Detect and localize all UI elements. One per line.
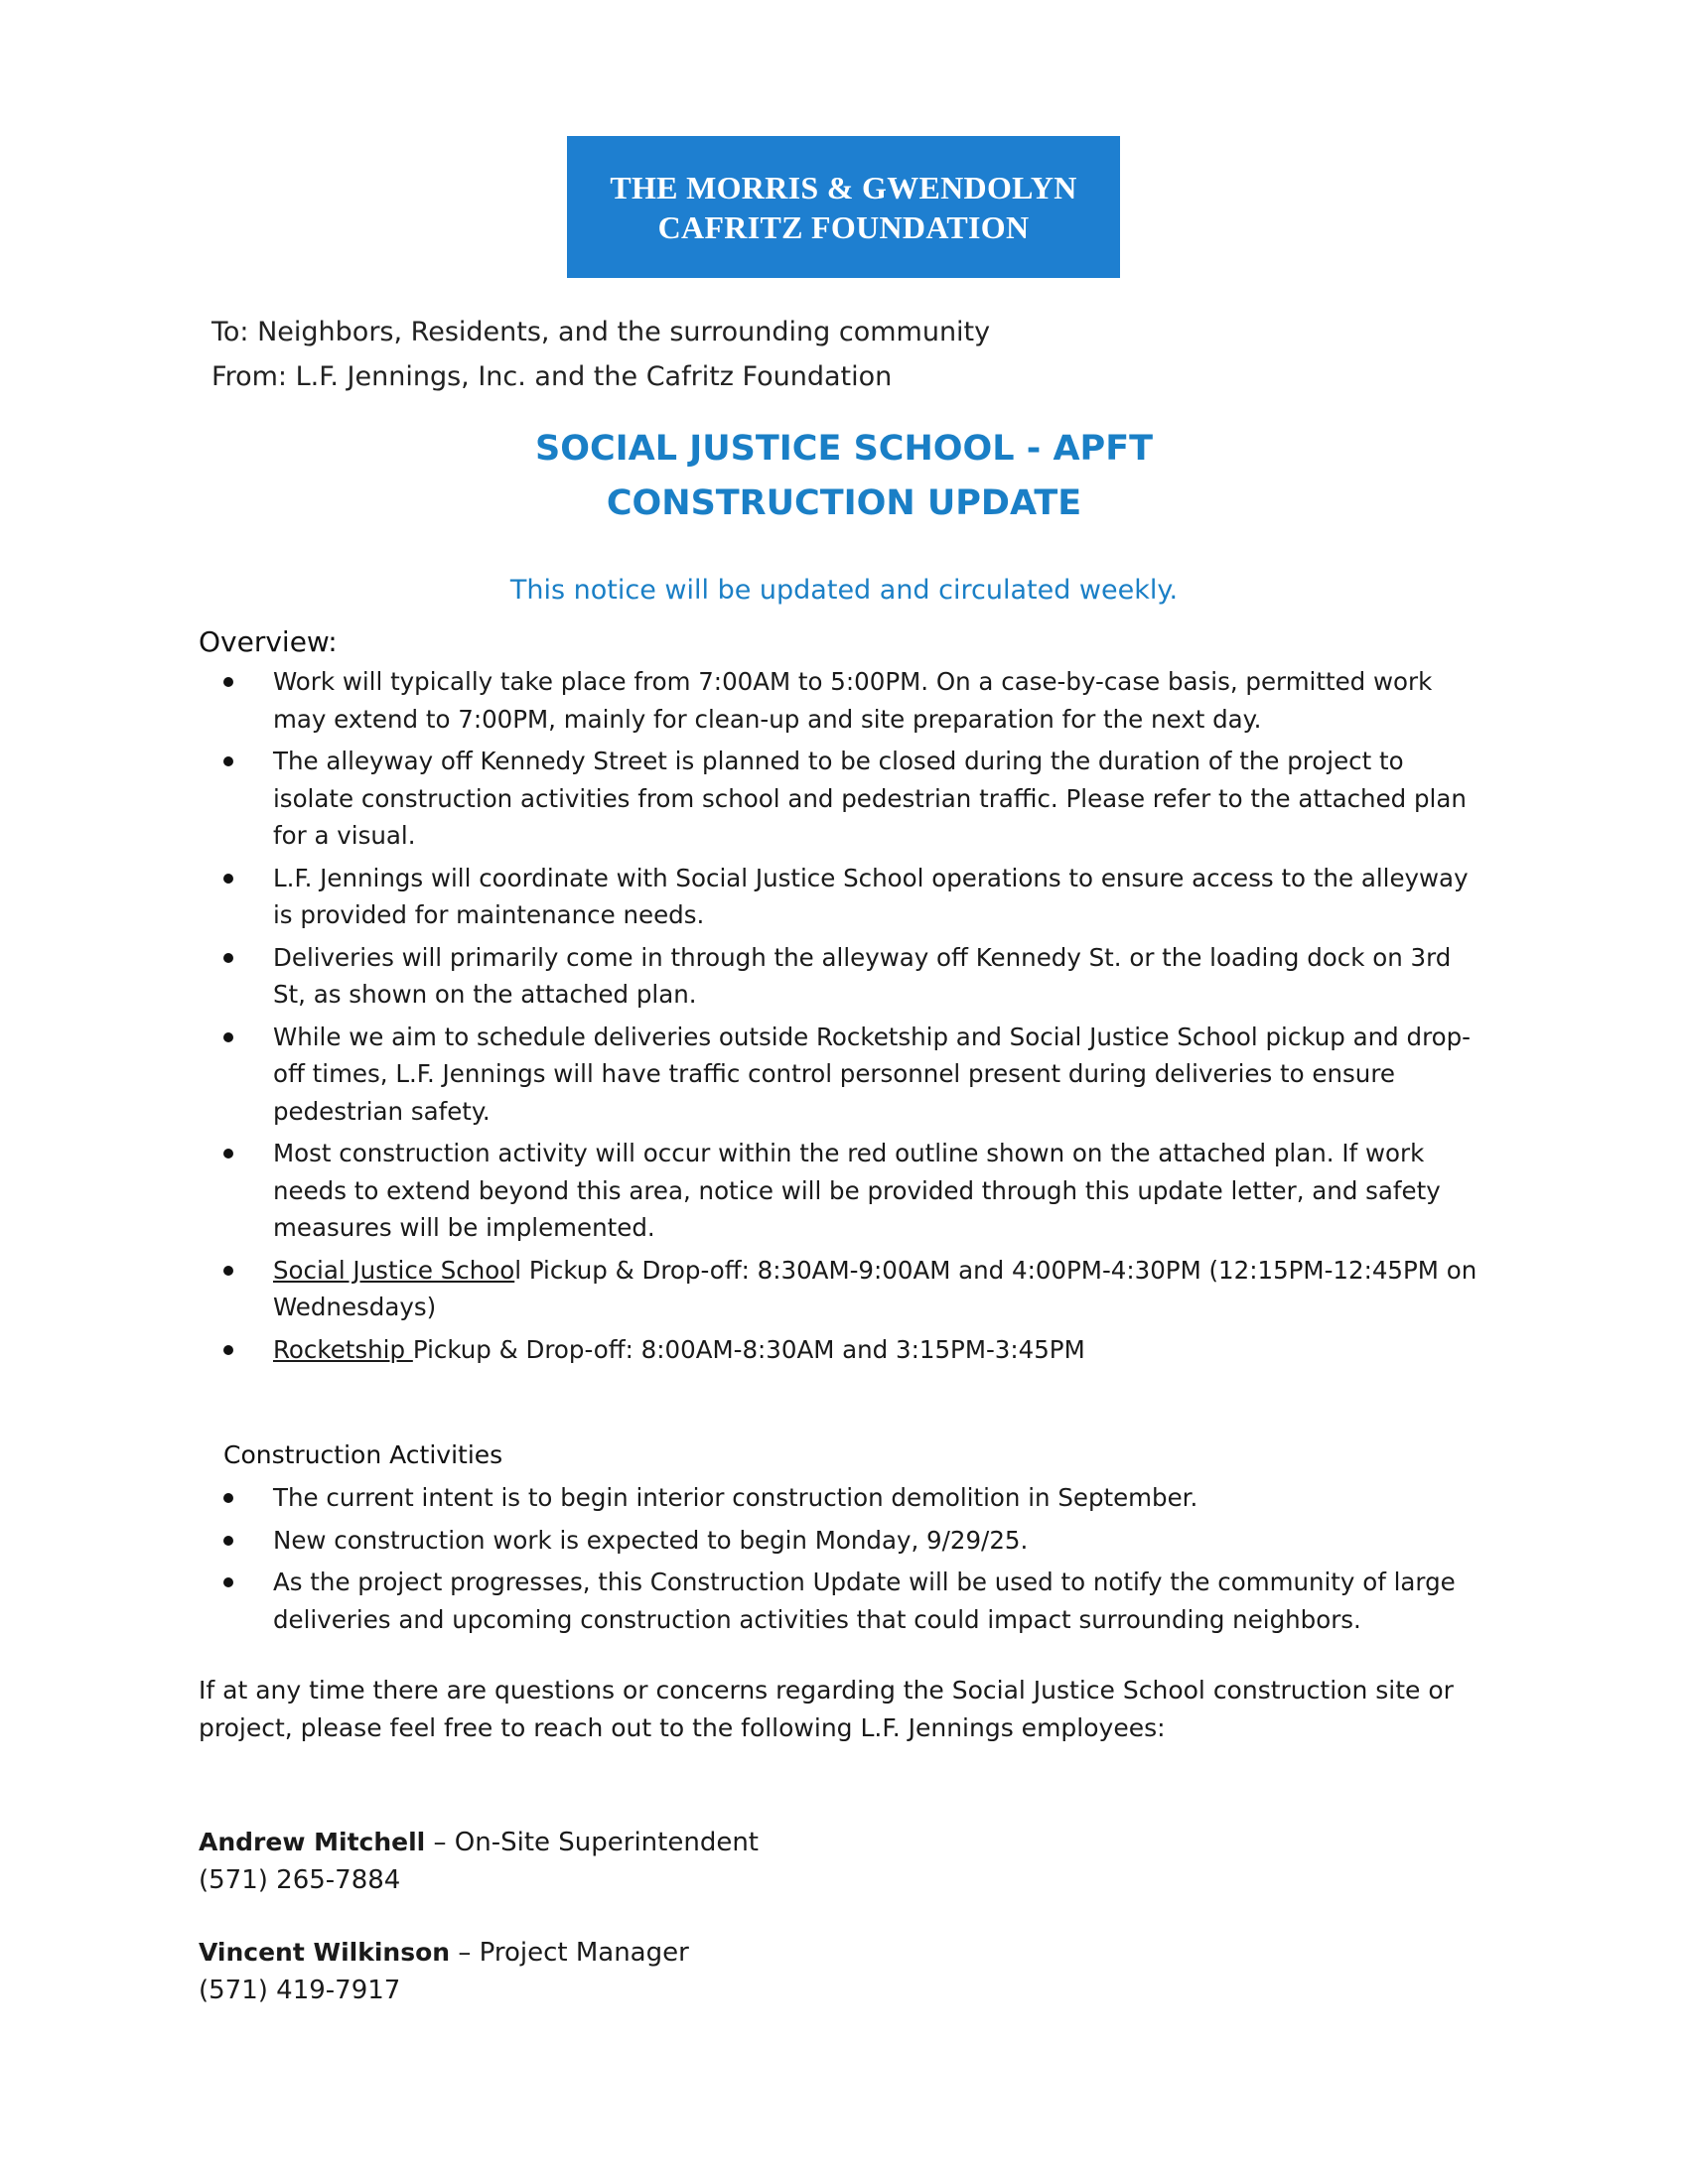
list-item-text: Most construction activity will occur within the red outline shown on the attached plan. If work needs to extend beyond this area, notice will be provided through this update letter, and safety measures will be implemented. bbox=[273, 1139, 1441, 1242]
contact-phone: (571) 419-7917 bbox=[199, 1976, 401, 2005]
list-item-text: As the project progresses, this Construction Update will be used to notify the community of large deliveries and upcoming construction activities that could impact surrounding neighbors. bbox=[273, 1568, 1456, 1634]
construction-activities-heading: Construction Activities bbox=[223, 1440, 503, 1469]
title-line-2: CONSTRUCTION UPDATE bbox=[606, 483, 1082, 523]
bullet-icon bbox=[223, 1536, 233, 1546]
rocketship-pickup-times: Pickup & Drop-off: 8:00AM-8:30AM and 3:15PM-3:45PM bbox=[412, 1334, 1085, 1364]
list-item-text: Work will typically take place from 7:00AM to 5:00PM. On a case-by-case basis, permitted work may extend to 7:00PM, mainly for clean-up and site preparation for the next day. bbox=[273, 667, 1433, 734]
list-item bbox=[199, 1479, 1489, 1517]
contact-name: Andrew Mitchell bbox=[199, 1828, 426, 1856]
bullet-icon bbox=[223, 953, 233, 963]
document-title bbox=[0, 422, 1688, 531]
bullet-icon bbox=[223, 1149, 233, 1159]
sjs-pickup-times: l Pickup & Drop-off: 8:30AM-9:00AM and 4:00PM-4:30PM (12:15PM-12:45PM on Wednesdays) bbox=[273, 1255, 1477, 1321]
contact-card bbox=[199, 1824, 759, 1899]
memo-header bbox=[211, 310, 990, 399]
list-item-text: L.F. Jennings will coordinate with Social Justice School operations to ensure access to the alleyway is provided for maintenance needs. bbox=[273, 863, 1469, 929]
list-item-text: New construction work is expected to begin Monday, 9/29/25. bbox=[273, 1525, 1029, 1555]
logo-line-2: CAFRITZ FOUNDATION bbox=[657, 208, 1030, 245]
contact-card bbox=[199, 1934, 689, 2009]
foundation-logo bbox=[567, 136, 1120, 278]
contact-heading bbox=[199, 1824, 759, 1861]
list-item-sjs-pickup bbox=[199, 1252, 1489, 1326]
list-item bbox=[199, 1135, 1489, 1247]
title-line-1: SOCIAL JUSTICE SCHOOL - APFT bbox=[535, 429, 1153, 469]
contact-intro-paragraph: If at any time there are questions or concerns regarding the Social Justice School construction site or project, please feel free to reach out to the following L.F. Jennings employees: bbox=[199, 1676, 1454, 1742]
logo-line-1: THE MORRIS & GWENDOLYN bbox=[610, 169, 1077, 205]
bullet-icon bbox=[223, 1577, 233, 1587]
overview-heading: Overview: bbox=[199, 625, 338, 658]
contact-role: Project Manager bbox=[479, 1938, 689, 1968]
list-item bbox=[199, 743, 1489, 855]
list-item bbox=[199, 663, 1489, 738]
list-item-text: While we aim to schedule deliveries outside Rocketship and Social Justice School pickup and drop-off times, L.F. Jennings will have traffic control personnel present during deliveries to ensure pedestrian safety. bbox=[273, 1022, 1471, 1126]
to-line: To: Neighbors, Residents, and the surrounding community bbox=[211, 317, 991, 347]
bullet-icon bbox=[223, 1032, 233, 1042]
list-item bbox=[199, 939, 1489, 1014]
contact-heading bbox=[199, 1934, 689, 1972]
bullet-icon bbox=[223, 1266, 233, 1276]
contact-name: Vincent Wilkinson bbox=[199, 1938, 451, 1967]
list-item bbox=[199, 1564, 1489, 1638]
list-item-text: Deliveries will primarily come in through the alleyway off Kennedy St. or the loading dock on 3rd St, as shown on the attached plan. bbox=[273, 942, 1452, 1009]
list-item bbox=[199, 1019, 1489, 1131]
contact-separator: – bbox=[425, 1828, 455, 1857]
list-item-text: The current intent is to begin interior construction demolition in September. bbox=[273, 1483, 1198, 1512]
list-item-rocketship-pickup bbox=[199, 1331, 1489, 1369]
bullet-icon bbox=[223, 874, 233, 884]
contact-role: On-Site Superintendent bbox=[454, 1828, 760, 1857]
bullet-icon bbox=[223, 756, 233, 766]
overview-list bbox=[199, 663, 1489, 1373]
bullet-icon bbox=[223, 677, 233, 687]
contact-phone: (571) 265-7884 bbox=[199, 1865, 401, 1895]
sjs-pickup-label: Social Justice Schoo bbox=[273, 1255, 515, 1285]
list-item-text: The alleyway off Kennedy Street is planned to be closed during the duration of the project to isolate construction activities from school and pedestrian traffic. Please refer to the attached plan for a visual. bbox=[273, 747, 1467, 850]
update-notice: This notice will be updated and circulated weekly. bbox=[509, 575, 1179, 606]
bullet-icon bbox=[223, 1493, 233, 1503]
contact-separator: – bbox=[450, 1938, 480, 1968]
construction-activities-list bbox=[199, 1479, 1489, 1643]
from-line: From: L.F. Jennings, Inc. and the Cafritz Foundation bbox=[211, 361, 893, 392]
list-item bbox=[199, 860, 1489, 934]
list-item bbox=[199, 1522, 1489, 1560]
bullet-icon bbox=[223, 1345, 233, 1355]
rocketship-pickup-label: Rocketship bbox=[273, 1334, 413, 1364]
